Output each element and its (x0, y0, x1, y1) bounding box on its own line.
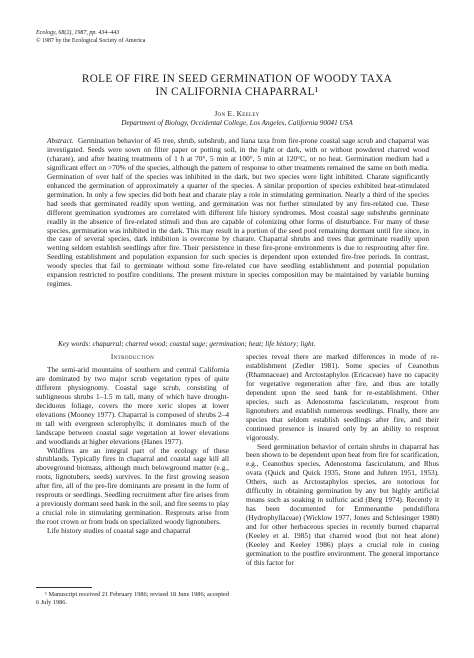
author-name: Jon E. Keeley (214, 109, 260, 118)
abstract-text: Germination behavior of 45 tree, shrub, subshrub, and liana taxa from fire-prone coastal sage scrub and chaparral was investigated. Seeds were sown on filter paper or potting soil, in the light or dark, with or without powdered charred wood (charate), and after heating treatments of 1 h at 70°, 5 min at 100°, 5 min at 120°C, or no heat. Germination medium had a significant effect on >70% of the species, although the pattern of response to other treatments remained the same on both media. Germination of over half of the species was inhibited in the dark, but two species were light inhibited. Charate significantly enhanced the germination of approximately a quarter of the species. A similar proportion of species exhibited heat-stimulated germination. In only a few species did both heat and charate play a role in stimulating germination. Nearly a third of the species had seeds that germinated readily upon wetting, and germination was not further stimulated by any fire-related cue. These different germination syndromes are correlated with different life history syndromes. Most coastal sage subshrubs germinate readily in the absence of fire-related stimuli and thus are capable of colonizing other forms of disturbance. For many of these species, germination was inhibited in the dark. This may result in a portion of the seed pool remaining dormant until fire since, in the case of several species, dark inhibition is overcome by charate. Chaparral shrubs and trees that germinate readily upon wetting seldom establish seedlings after fire. Their persistence in these fire-prone environments is due to resprouting after fire. Seedling establishment and population expansion for such species is dependent upon extended fire-free periods. In contrast, woody species that fail to germinate without some fire-related cue have seedling establishment and potential population expansion restricted to postfire conditions. The present mixture in species composition may be maintained by variable burning regimes. (47, 136, 429, 289)
body-paragraph: Wildfires are an integral part of the ecology of these shrublands. Typically fires in chaparral and coastal sage kill all aboveground biomass, although much belowground matter (e.g., roots, lignotubers, seeds) survives. In the first growing season after fire, all of the pre-fire dominants are present in the form of resprouts or seedlings. Seedling recruitment after fire arises from a previously dormant seed bank in the soil, and fire seems to play a crucial role in stimulating germination. Resprouts arise from the root crown or from buds on specialized woody lignotubers. (36, 445, 229, 527)
title-line-1: ROLE OF FIRE IN SEED GERMINATION OF WOODY TAXA (81, 73, 393, 85)
journal-header (36, 30, 145, 45)
abstract (47, 137, 429, 289)
body-paragraph: Life history studies of coastal sage and chaparral (47, 526, 191, 536)
journal-citation: Ecology, 68(2), 1987, pp. 434–443 (36, 30, 120, 36)
title-line-2: IN CALIFORNIA CHAPARRAL¹ (155, 86, 319, 98)
footnote: ¹ Manuscript received 21 February 1986; revised 18 June 1986; accepted 6 July 1986. (36, 591, 229, 606)
body-paragraph: species reveal there are marked differences in mode of re-establishment (Zedler 1981). Some species of Ceanothus (Rhamnaceae) and Arctostaphylos (Ericaceae) have no capacity for vegetative regeneration after fire, and thus are totally dependent upon the seed bank for re-establishment. Other species, such as Adenostoma fasciculatum, resprout from lignotubers and establish numerous seedlings. Finally, there are species that seldom establish seedlings after fire, and their continued presence is insured only by an ability to resprout vigorously. (246, 352, 439, 442)
author-affiliation: Department of Biology, Occidental College, Los Angeles, California 90041 USA (121, 119, 353, 127)
keywords: Key words: chaparral; charred wood; coastal sage; germination; heat; life history; light. (58, 340, 316, 348)
body-paragraph: The semi-arid mountains of southern and central California are dominated by two major scrub vegetation types of quite different physiognomy. Coastal sage scrub, consisting of subligneous shrubs 1–1.5 m tall, many of which have drought-deciduous foliage, covers the more xeric slopes at lower elevations (Mooney 1977). Chaparral is composed of shrubs 2–4 m tall with evergreen sclerophylls; it dominates much of the landscape between coastal sage vegetation at lower elevations and woodlands at higher elevations (Hanes 1977). (36, 364, 229, 446)
abstract-label: Abstract. (47, 136, 74, 145)
section-heading-introduction: Introduction (110, 353, 155, 361)
body-paragraph: Seed germination behavior of certain shrubs in chaparral has been shown to be dependent upon heat from fire for scarification, e.g., Ceanothus species, Adenostoma fasciculatum, and Rhus ovata (Quick and Quick 1935, Stone and Juhren 1951, 1953). Others, such as Arctostaphylos species, are notorious for difficulty in obtaining germination by any but highly artificial means such as soaking in sulfuric acid (Berg 1974). Recently it has been documented for Emmenanthe penduliflora (Hydrophyllaceae) (Wicklow 1977, Jones and Schlesinger 1980) and for other herbaceous species in recently burned chaparral (Keeley et al. 1985) that charred wood (but not heat alone) (Keeley and Keeley 1986) plays a crucial role in cueing germination to the postfire environment. The general importance of this factor for (246, 441, 439, 567)
footnote-divider (36, 587, 92, 588)
right-column (246, 353, 439, 568)
article-title (36, 73, 438, 99)
left-column (36, 353, 229, 536)
copyright-notice: © 1987 by the Ecological Society of America (36, 37, 146, 44)
